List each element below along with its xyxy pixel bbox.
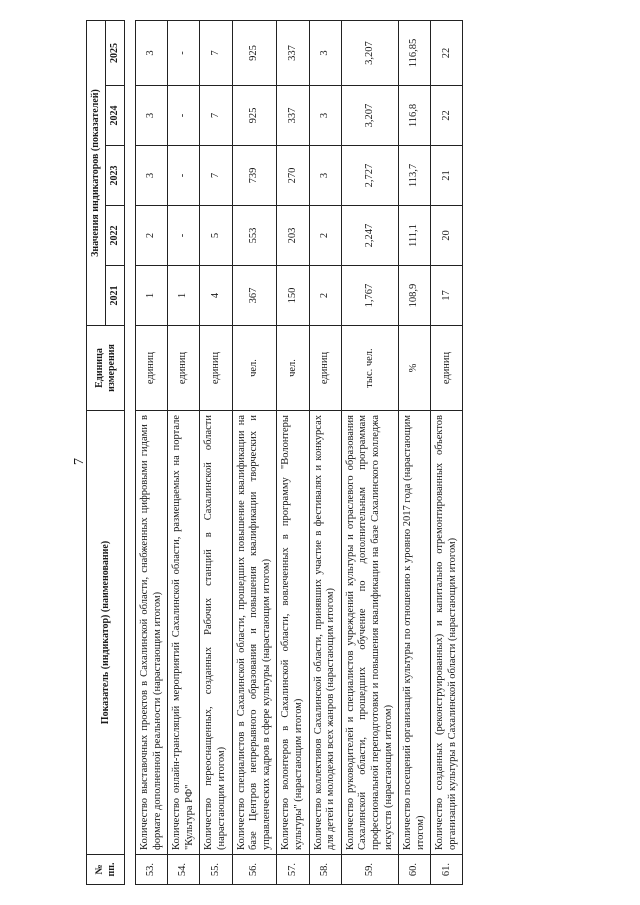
row-value-2022: 2 xyxy=(309,206,341,266)
row-value-2023: 739 xyxy=(232,146,277,206)
table-row xyxy=(341,21,398,885)
row-value-2021: 1 xyxy=(136,266,168,326)
row-unit: чел. xyxy=(277,326,309,411)
row-value-2022: 2,247 xyxy=(341,206,398,266)
row-unit: единиц xyxy=(309,326,341,411)
row-value-2021: 17 xyxy=(431,266,463,326)
row-value-2024: 337 xyxy=(277,86,309,146)
row-value-2023: 2,727 xyxy=(341,146,398,206)
row-value-2023: 3 xyxy=(309,146,341,206)
row-unit: единиц xyxy=(200,326,232,411)
row-number: 60. xyxy=(399,855,431,885)
row-value-2021: 1,767 xyxy=(341,266,398,326)
row-value-2022: 111,1 xyxy=(399,206,431,266)
table-row xyxy=(200,21,232,885)
table-row xyxy=(232,21,277,885)
row-indicator-name: Количество онлайн-трансляций мероприятий Сахалинской области, размещаемых на портале "Культура РФ" xyxy=(168,411,200,855)
table-row xyxy=(168,21,200,885)
row-indicator-name: Количество посещений организаций культуры по отношению к уровню 2017 года (нарастающим итогом) xyxy=(399,411,431,855)
row-value-2021: 367 xyxy=(232,266,277,326)
row-value-2023: 113,7 xyxy=(399,146,431,206)
row-value-2025: 116,85 xyxy=(399,21,431,86)
row-value-2025: 337 xyxy=(277,21,309,86)
row-value-2024: 22 xyxy=(431,86,463,146)
table-row xyxy=(277,21,309,885)
row-number: 53. xyxy=(136,855,168,885)
row-number: 59. xyxy=(341,855,398,885)
row-value-2022: 5 xyxy=(200,206,232,266)
header-year: 2025 xyxy=(106,21,125,86)
row-value-2024: 116,8 xyxy=(399,86,431,146)
row-value-2025: 3 xyxy=(309,21,341,86)
row-indicator-name: Количество специалистов в Сахалинской области, прошедших повышение квалификации на базе Центров непрерывного образования и повышения квалификации творческих и управленческих кадров в сфере культуры (нарастающим итогом) xyxy=(232,411,277,855)
row-value-2022: 203 xyxy=(277,206,309,266)
row-number: 58. xyxy=(309,855,341,885)
row-number: 61. xyxy=(431,855,463,885)
row-value-2023: 3 xyxy=(136,146,168,206)
row-value-2025: 3 xyxy=(136,21,168,86)
row-value-2021: 4 xyxy=(200,266,232,326)
row-indicator-name: Количество переоснащенных, созданных Рабочих станций в Сахалинской области (нарастающим итогом) xyxy=(200,411,232,855)
header-unit: Единица измерения xyxy=(87,326,125,411)
table-row xyxy=(431,21,463,885)
row-value-2024: 3,207 xyxy=(341,86,398,146)
row-value-2022: 20 xyxy=(431,206,463,266)
row-indicator-name: Количество коллективов Сахалинской области, принявших участие в фестивалях и конкурсах для детей и молодежи всех жанров (нарастающим итогом) xyxy=(309,411,341,855)
row-unit: единиц xyxy=(168,326,200,411)
row-value-2023: 21 xyxy=(431,146,463,206)
row-number: 54. xyxy=(168,855,200,885)
header-indicator: Показатель (индикатор) (наименование) xyxy=(87,411,125,855)
row-value-2022: 553 xyxy=(232,206,277,266)
row-value-2025: - xyxy=(168,21,200,86)
header-values: Значения индикаторов (показателей) xyxy=(87,21,106,326)
page-number: 7 xyxy=(72,458,87,465)
row-value-2024: 3 xyxy=(136,86,168,146)
row-indicator-name: Количество руководителей и специалистов учреждений культуры и отраслевого образования Сахалинской области, прошедших обучение по дополнительным программам профессиональной переподготовки и повышения квалификации на базе Сахалинского колледжа искусств (нарастающим итогом) xyxy=(341,411,398,855)
row-value-2021: 150 xyxy=(277,266,309,326)
row-value-2023: 270 xyxy=(277,146,309,206)
row-number: 57. xyxy=(277,855,309,885)
row-value-2021: 108,9 xyxy=(399,266,431,326)
row-value-2024: - xyxy=(168,86,200,146)
table-row xyxy=(309,21,341,885)
row-value-2023: - xyxy=(168,146,200,206)
header-year: 2024 xyxy=(106,86,125,146)
row-indicator-name: Количество созданных (реконструированных) и капитально отремонтированных объектов организаций культуры в Сахалинской области (нарастающим итогом) xyxy=(431,411,463,855)
header-num: № пп. xyxy=(87,855,125,885)
row-number: 55. xyxy=(200,855,232,885)
row-value-2021: 1 xyxy=(168,266,200,326)
row-unit: % xyxy=(399,326,431,411)
row-unit: тыс. чел. xyxy=(341,326,398,411)
header-row xyxy=(87,21,106,885)
header-year: 2022 xyxy=(106,206,125,266)
row-unit: чел. xyxy=(232,326,277,411)
header-gap xyxy=(125,21,136,885)
row-indicator-name: Количество выставочных проектов в Сахалинской области, снабженных цифровыми гидами в формате дополненной реальности (нарастающим итогом) xyxy=(136,411,168,855)
row-value-2025: 925 xyxy=(232,21,277,86)
row-value-2024: 3 xyxy=(309,86,341,146)
header-year: 2023 xyxy=(106,146,125,206)
row-value-2025: 7 xyxy=(200,21,232,86)
row-unit: единиц xyxy=(431,326,463,411)
row-value-2021: 2 xyxy=(309,266,341,326)
row-unit: единиц xyxy=(136,326,168,411)
row-number: 56. xyxy=(232,855,277,885)
row-value-2025: 3,207 xyxy=(341,21,398,86)
row-value-2022: - xyxy=(168,206,200,266)
row-value-2024: 925 xyxy=(232,86,277,146)
table-row xyxy=(399,21,431,885)
table-row xyxy=(136,21,168,885)
row-value-2022: 2 xyxy=(136,206,168,266)
row-value-2024: 7 xyxy=(200,86,232,146)
row-value-2023: 7 xyxy=(200,146,232,206)
header-year: 2021 xyxy=(106,266,125,326)
row-indicator-name: Количество волонтеров в Сахалинской области, вовлеченных в программу "Волонтеры культуры" (нарастающим итогом) xyxy=(277,411,309,855)
row-value-2025: 22 xyxy=(431,21,463,86)
indicators-table xyxy=(86,20,463,885)
